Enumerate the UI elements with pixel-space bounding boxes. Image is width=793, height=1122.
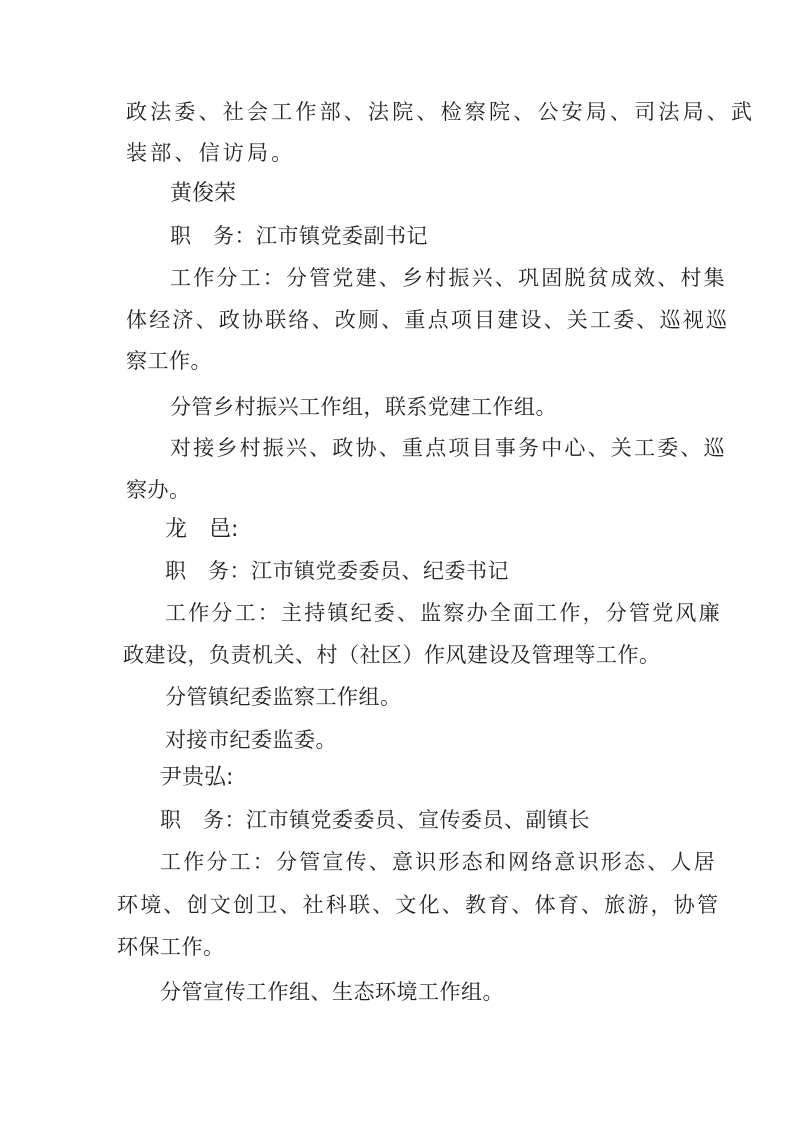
person-work-3-line-2: 环境、创文创卫、社科联、文化、教育、体育、旅游，协管 [117,893,721,917]
person-dock-1-line-1: 对接乡村振兴、政协、重点项目事务中心、关工委、巡 [170,436,727,460]
person-group-2: 分管镇纪委监察工作组。 [165,685,402,709]
person-group-1: 分管乡村振兴工作组，联系党建工作组。 [170,395,557,419]
person-work-1-line-2: 体经济、政协联络、改厕、重点项目建设、关工委、巡视巡 [126,308,730,332]
person-duty-1: 职 务：江市镇党委副书记 [170,224,428,248]
person-work-3-line-3: 环保工作。 [117,935,225,959]
person-work-1-line-3: 察工作。 [126,349,212,373]
person-group-3: 分管宣传工作组、生态环境工作组。 [160,980,504,1004]
person-work-3-line-1: 工作分工：分管宣传、意识形态和网络意识形态、人居 [160,850,717,874]
person-dock-1-line-2: 察办。 [126,478,191,502]
person-work-2-line-1: 工作分工：主持镇纪委、监察办全面工作，分管党风廉 [165,601,722,625]
person-dock-2: 对接市纪委监委。 [165,728,337,752]
person-work-1-line-1: 工作分工：分管党建、乡村振兴、巩固脱贫成效、村集 [170,266,727,290]
person-name-3: 尹贵弘: [160,765,234,790]
person-work-2-line-2: 政建设，负责机关、村（社区）作风建设及管理等工作。 [123,643,661,667]
intro-line-1: 政法委、社会工作部、法院、检察院、公安局、司法局、武 [126,100,756,124]
person-duty-3: 职 务：江市镇党委委员、宣传委员、副镇长 [160,808,590,832]
person-duty-2: 职 务：江市镇党委委员、纪委书记 [165,559,509,583]
intro-line-2: 装部、信访局。 [126,141,296,165]
person-name-1: 黄俊荣 [170,181,237,206]
person-name-2: 龙 邑: [165,517,239,542]
